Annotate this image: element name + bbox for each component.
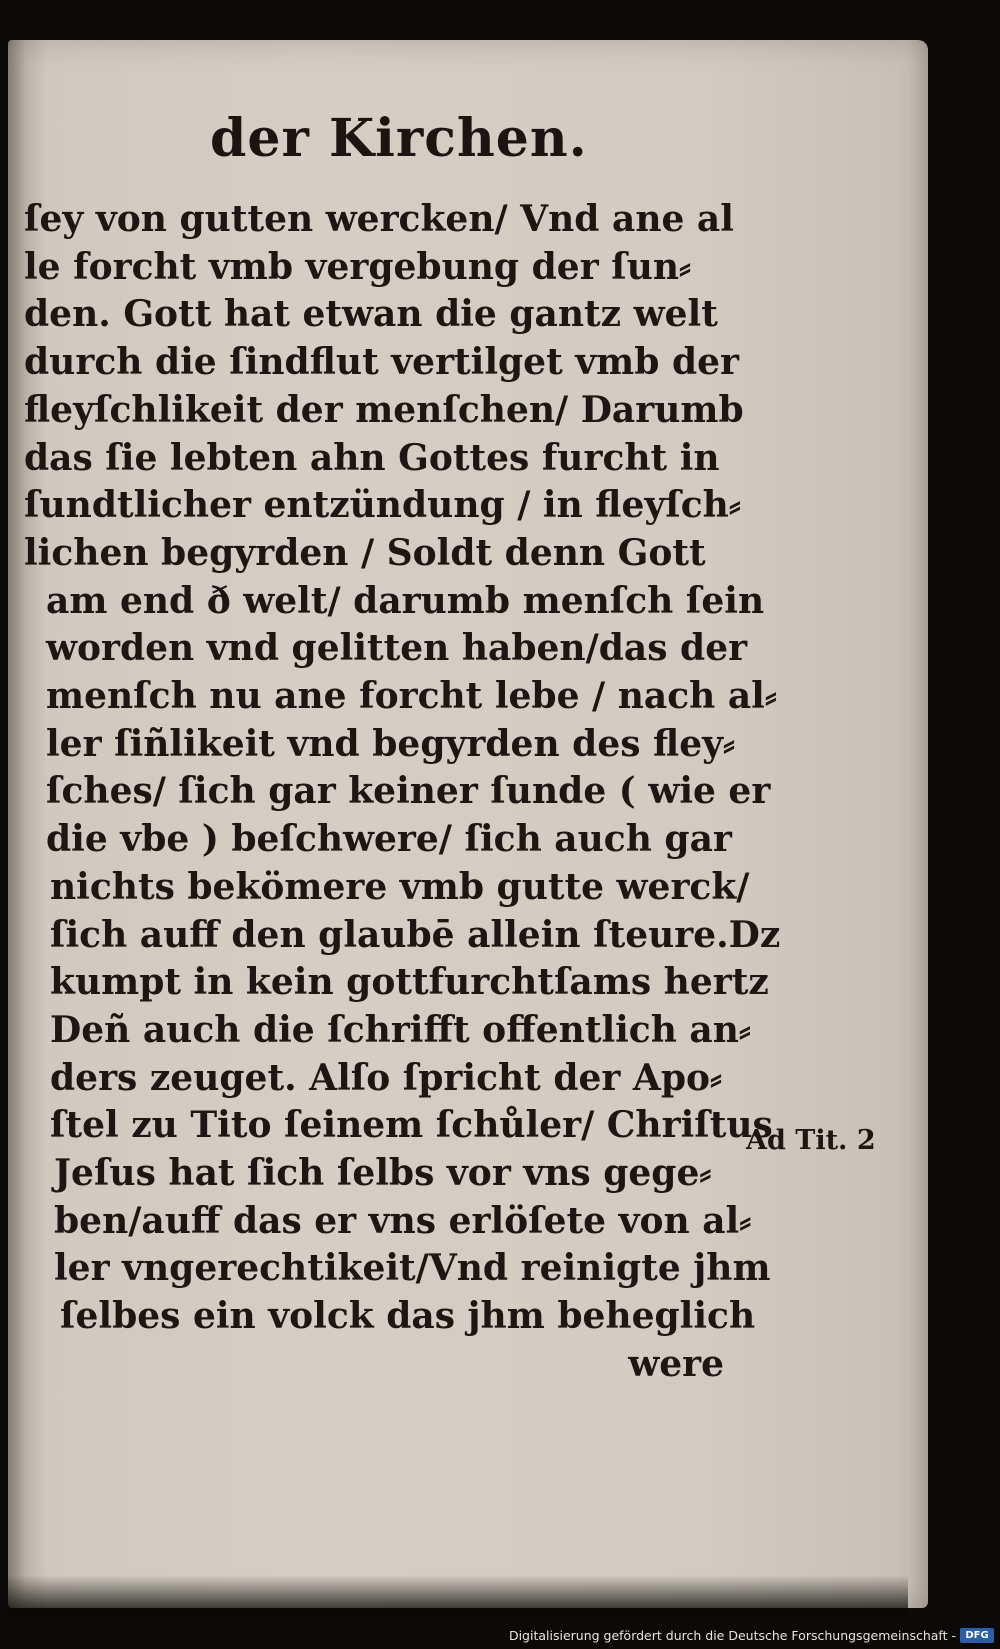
- text-line: nichts bekömere vmb gutte werck/: [50, 865, 750, 908]
- margin-note: Ad Tit. 2: [746, 1125, 876, 1156]
- running-head: der Kirchen.: [210, 108, 588, 169]
- credit-text: Digitalisierung gefördert durch die Deutsche Forschungsgemeinschaft -: [508, 1627, 956, 1643]
- text-line: ſey von gutten wercken/ Vnd ane al: [24, 198, 734, 240]
- dfg-logo: DFG: [960, 1628, 994, 1643]
- page-shadow: [8, 1575, 908, 1615]
- digitization-credit: [509, 1623, 994, 1647]
- text-line: am end ð welt/ darumb menſch ſein: [46, 579, 765, 622]
- text-line: ſich auff den glaubē allein ſteure.Dz: [50, 913, 781, 956]
- text-line: fleyſchlikeit der menſchen/ Darumb: [24, 388, 744, 431]
- text-line: le forcht vmb vergebung der ſun⸗: [24, 245, 692, 288]
- text-line: ders zeuget. Alſo ſpricht der Apo⸗: [50, 1056, 723, 1099]
- text-line: ſtel zu Tito ſeinem ſchůler/ Chriſtus: [50, 1104, 773, 1147]
- text-line: Jeſus hat ſich ſelbs vor vns gege⸗: [54, 1152, 712, 1195]
- catchword: were: [628, 1342, 724, 1385]
- text-line: ſundtlicher entzündung / in fleyſch⸗: [24, 484, 741, 527]
- text-line: ben/auff das er vns erlöſete von al⸗: [54, 1199, 752, 1242]
- text-line: ſches/ ſich gar keiner ſunde ( wie er: [46, 770, 771, 813]
- text-line: ler ſiñlikeit vnd begyrden des fley⸗: [46, 722, 736, 765]
- text-line: lichen begyrden / Soldt denn Gott: [24, 531, 706, 574]
- text-line: kumpt in kein gottfurchtſams hertz: [50, 961, 769, 1004]
- text-line: ler vngerechtikeit/Vnd reinigte jhm: [54, 1247, 771, 1290]
- text-line: das ſie lebten ahn Gottes furcht in: [24, 436, 720, 479]
- text-line: den. Gott hat etwan die gantz welt: [24, 293, 718, 336]
- text-line: die vbe ) beſchwere/ ſich auch gar: [46, 818, 732, 861]
- text-line: Deñ auch die ſchrifft offentlich an⸗: [50, 1008, 751, 1051]
- text-line: menſch nu ane forcht lebe / nach al⸗: [46, 675, 777, 718]
- text-line: durch die ſindflut vertilget vmb der: [24, 341, 740, 384]
- text-line: ſelbes ein volck das jhm beheglich: [60, 1295, 756, 1338]
- text-line: worden vnd gelitten haben/das der: [46, 627, 748, 670]
- body-text: [24, 196, 781, 1389]
